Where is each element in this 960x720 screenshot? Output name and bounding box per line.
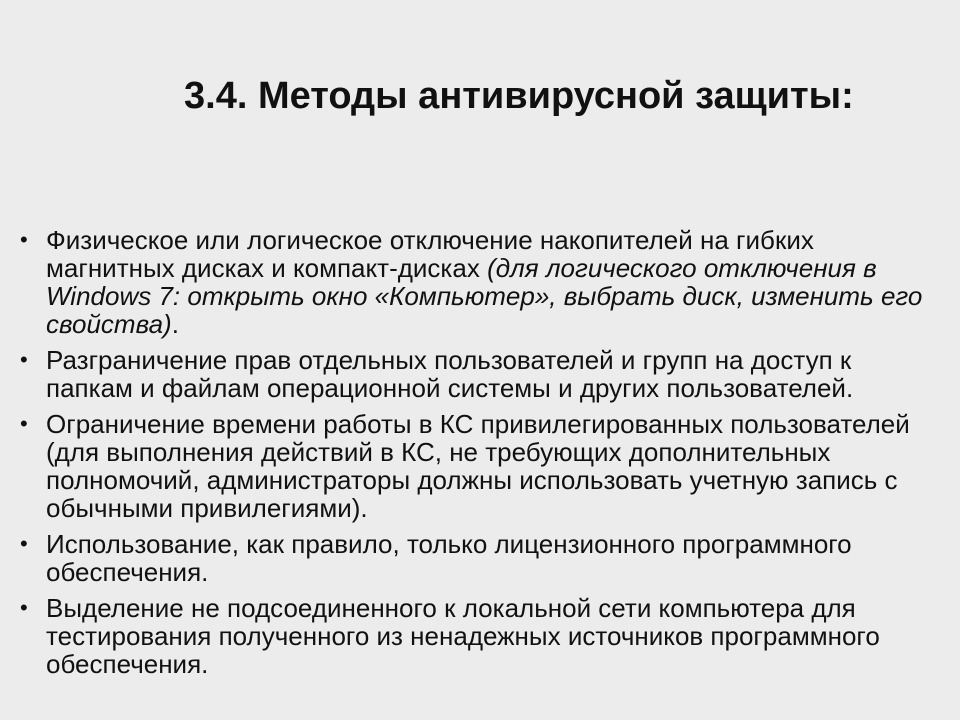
bullet-item-5 bbox=[20, 594, 945, 678]
bullet-text: Выделение не подсоединенного к локальной сети компьютера для тестирования полученного из ненадежных источников программного обеспечения. bbox=[46, 593, 880, 679]
bullet-icon: • bbox=[20, 227, 28, 252]
bullet-text: Разграничение прав отдельных пользователей и групп на доступ к папкам и файлам операционной системы и других пользователей. bbox=[46, 345, 854, 403]
bullet-item-1 bbox=[20, 226, 945, 338]
bullet-icon: • bbox=[20, 595, 28, 620]
bullet-icon: • bbox=[20, 531, 28, 556]
bullet-item-4 bbox=[20, 530, 945, 586]
bullet-note: (для логического отключения в Windows 7: открыть окно «Компьютер», выбрать диск, изменить его свойства) bbox=[46, 253, 923, 339]
bullet-text: Физическое или логическое отключение накопителей на гибких магнитных дисках и компакт-дисках bbox=[46, 225, 814, 283]
bullet-icon: • bbox=[20, 347, 28, 372]
bullet-icon: • bbox=[20, 411, 28, 436]
bullet-tail: . bbox=[171, 309, 179, 339]
slide-title: 3.4. Методы антивирусной защиты: bbox=[184, 75, 854, 117]
bullet-item-2 bbox=[20, 346, 945, 402]
bullet-item-3 bbox=[20, 410, 945, 522]
bullet-text: Использование, как правило, только лицензионного программного обеспечения. bbox=[46, 529, 852, 587]
bullet-text: Ограничение времени работы в КС привилегированных пользователей (для выполнения действий в КС, не требующих дополнительных полномочий, администраторы должны использовать учетную запись с обычными привилегиями). bbox=[46, 409, 910, 523]
bullet-list bbox=[20, 226, 945, 686]
